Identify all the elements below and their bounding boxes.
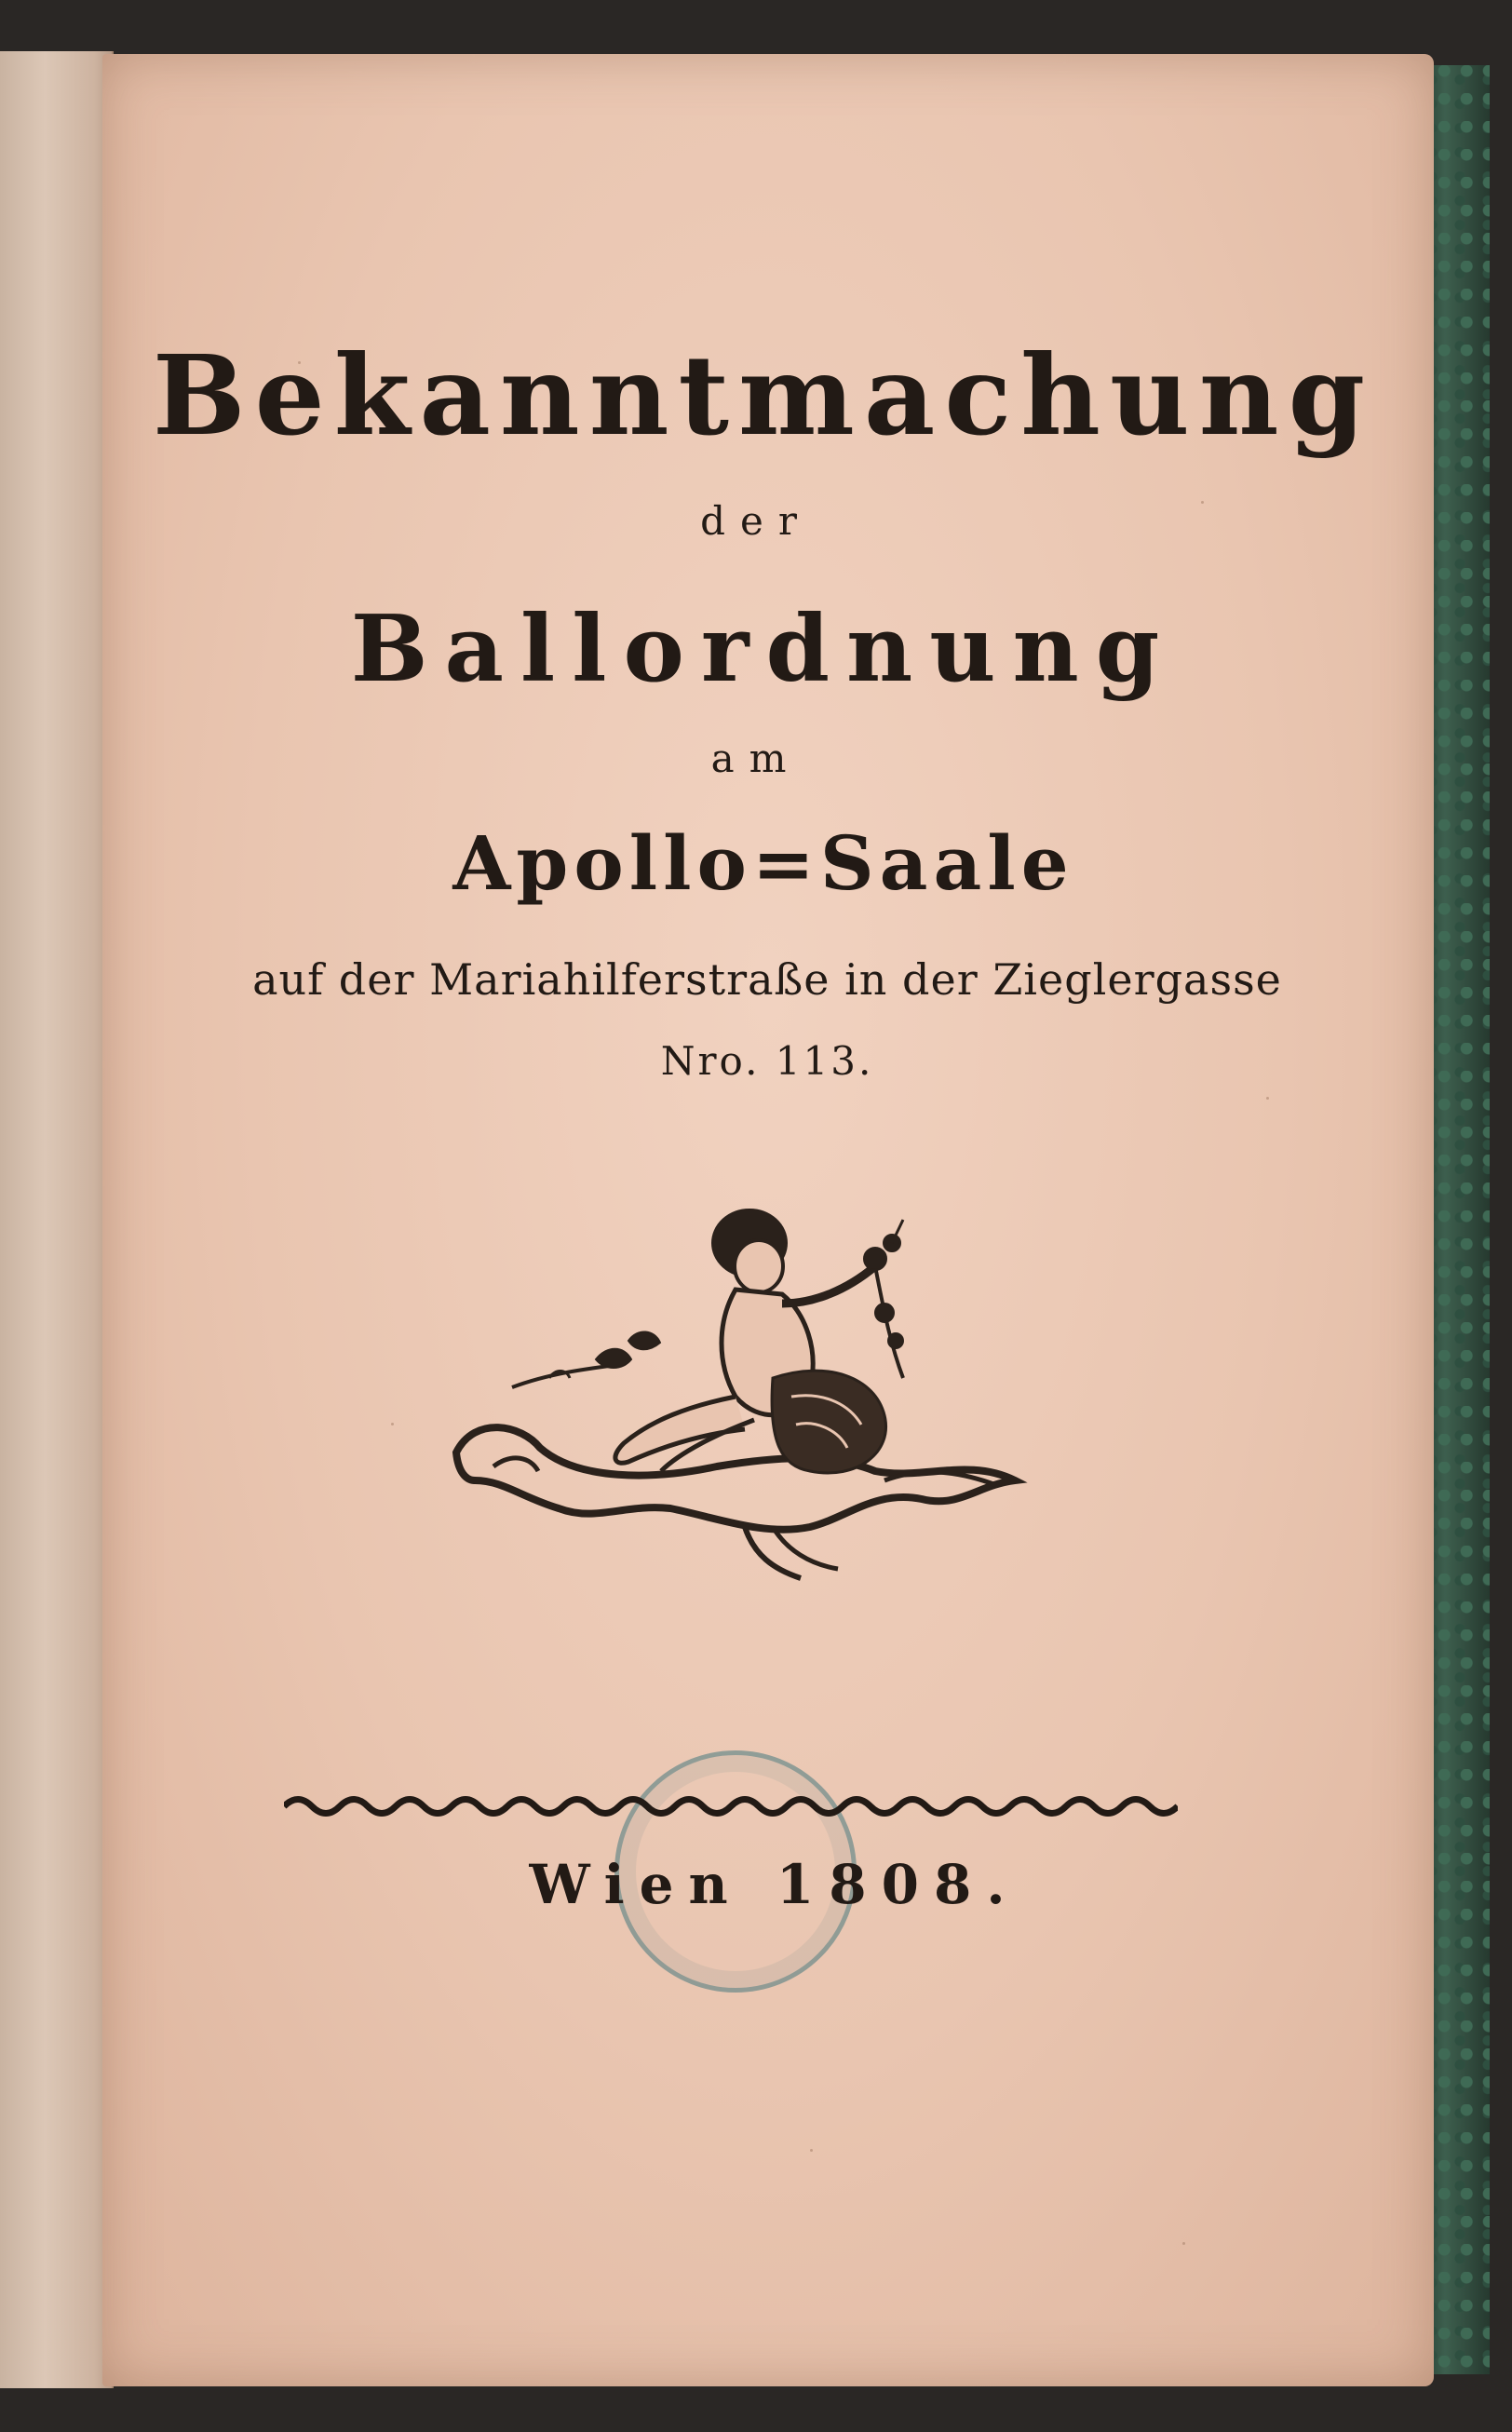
- subject-heading: Ballordnung: [350, 596, 1177, 703]
- imprint-place-date: Wien 1808.: [529, 1853, 1020, 1916]
- paper-speck: [1266, 1097, 1269, 1100]
- address-line: auf der Mariahilferstraße in der Zieglergasse: [252, 954, 1282, 1005]
- paper-speck: [391, 1423, 394, 1425]
- wavy-divider-rule: [284, 1788, 1178, 1825]
- connector-der: der: [700, 498, 812, 544]
- connector-am: am: [710, 736, 802, 781]
- paper-speck: [810, 2149, 813, 2152]
- venue-heading: Apollo=Saale: [452, 819, 1074, 907]
- paper-speck: [1182, 2242, 1185, 2245]
- title-heading: Bekanntmachung: [152, 331, 1375, 460]
- cherub-vignette: [438, 1201, 1033, 1592]
- house-number: Nro. 113.: [660, 1038, 874, 1084]
